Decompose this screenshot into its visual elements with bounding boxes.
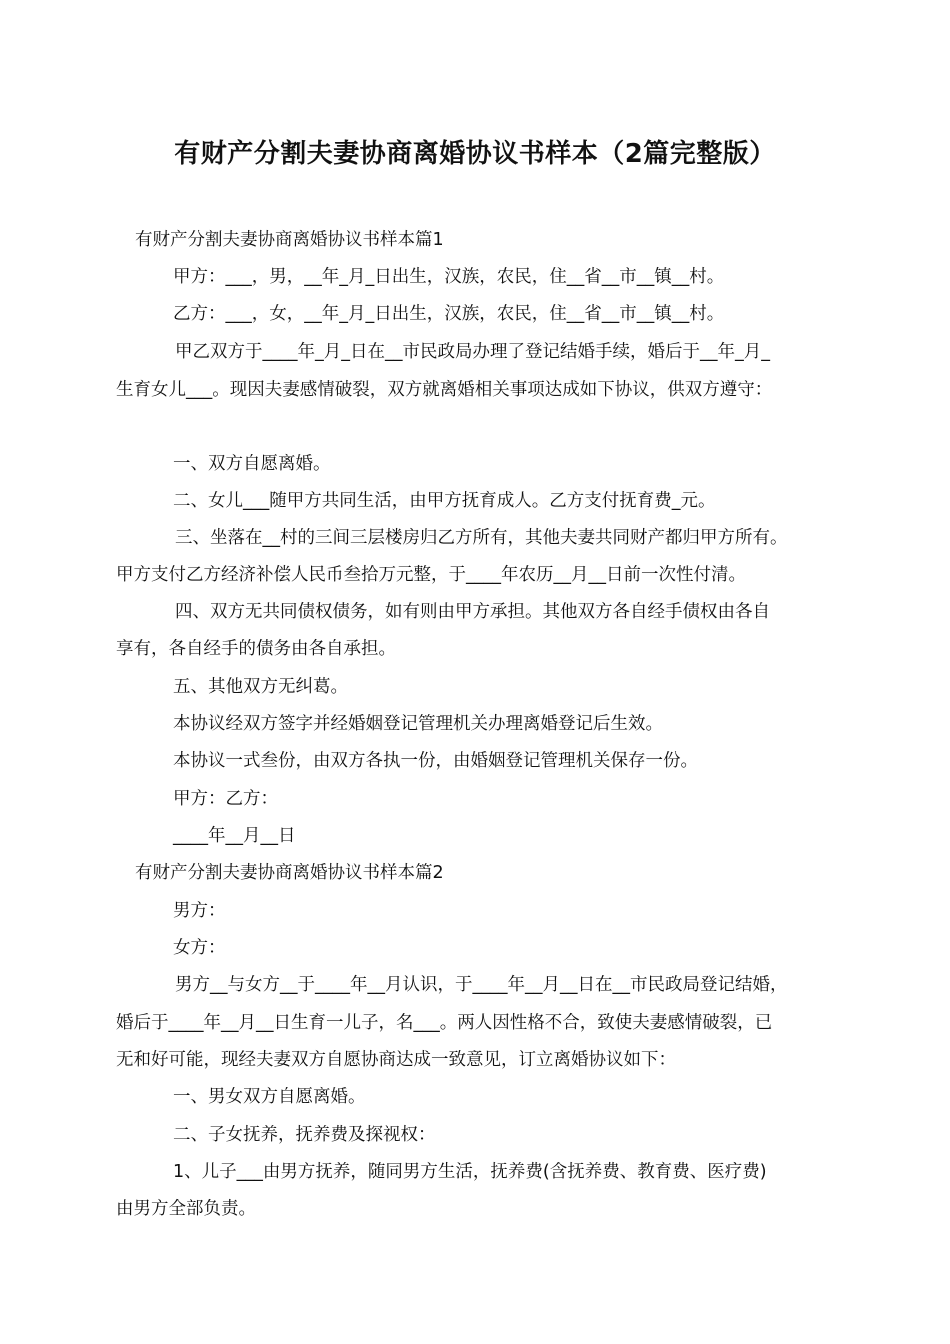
- clause-2-2-item-1-line-1: 1、儿子___由男方抚养，随同男方生活，抚养费(含抚养费、教育费、医疗费): [173, 1162, 767, 1182]
- paragraph-husband: 男方：: [173, 901, 226, 921]
- date-line: ____年__月__日: [173, 826, 296, 846]
- section-heading-1: 有财产分割夫妻协商离婚协议书样本篇1: [135, 230, 444, 250]
- paragraph-background-line-3: 无和好可能，现经夫妻双方自愿协商达成一致意见，订立离婚协议如下：: [116, 1050, 676, 1070]
- clause-5: 五、其他双方无纠葛。: [173, 677, 348, 697]
- paragraph-copies: 本协议一式叁份，由双方各执一份，由婚姻登记管理机关保存一份。: [173, 751, 698, 771]
- clause-2-2: 二、子女抚养，抚养费及探视权：: [173, 1125, 436, 1145]
- paragraph-party-b: 乙方：___，女，__年_月_日出生，汉族，农民，住__省__市__镇__村。: [173, 304, 725, 324]
- paragraph-marriage-line-1: 甲乙双方于____年_月_日在__市民政局办理了登记结婚手续，婚后于__年_月_: [175, 342, 770, 362]
- signature-line: 甲方：乙方：: [173, 789, 278, 809]
- clause-3-line-2: 甲方支付乙方经济补偿人民币叁拾万元整，于____年农历__月__日前一次性付清。: [116, 565, 746, 585]
- clause-4-line-1: 四、双方无共同债权债务，如有则由甲方承担。其他双方各自经手债权由各自: [175, 602, 770, 622]
- clause-2-1: 一、男女双方自愿离婚。: [173, 1087, 366, 1107]
- clause-3-line-1: 三、坐落在__村的三间三层楼房归乙方所有，其他夫妻共同财产都归甲方所有。: [175, 528, 788, 548]
- section-heading-2: 有财产分割夫妻协商离婚协议书样本篇2: [135, 863, 444, 883]
- paragraph-effective: 本协议经双方签字并经婚姻登记管理机关办理离婚登记后生效。: [173, 714, 663, 734]
- document-title: 有财产分割夫妻协商离婚协议书样本（2篇完整版）: [174, 139, 776, 169]
- paragraph-background-line-1: 男方__与女方__于____年__月认识，于____年__月__日在__市民政局登记结婚，: [175, 975, 788, 995]
- clause-1: 一、双方自愿离婚。: [173, 454, 331, 474]
- clause-4-line-2: 享有，各自经手的债务由各自承担。: [116, 639, 396, 659]
- paragraph-background-line-2: 婚后于____年__月__日生育一儿子，名___。两人因性格不合，致使夫妻感情破裂，已: [116, 1013, 773, 1033]
- paragraph-party-a: 甲方：___，男，__年_月_日出生，汉族，农民，住__省__市__镇__村。: [173, 267, 725, 287]
- clause-2: 二、女儿___随甲方共同生活，由甲方抚育成人。乙方支付抚育费_元。: [173, 491, 716, 511]
- clause-2-2-item-1-line-2: 由男方全部负责。: [116, 1199, 256, 1219]
- paragraph-marriage-line-2: 生育女儿___。现因夫妻感情破裂，双方就离婚相关事项达成如下协议，供双方遵守：: [116, 380, 773, 400]
- paragraph-wife: 女方：: [173, 938, 226, 958]
